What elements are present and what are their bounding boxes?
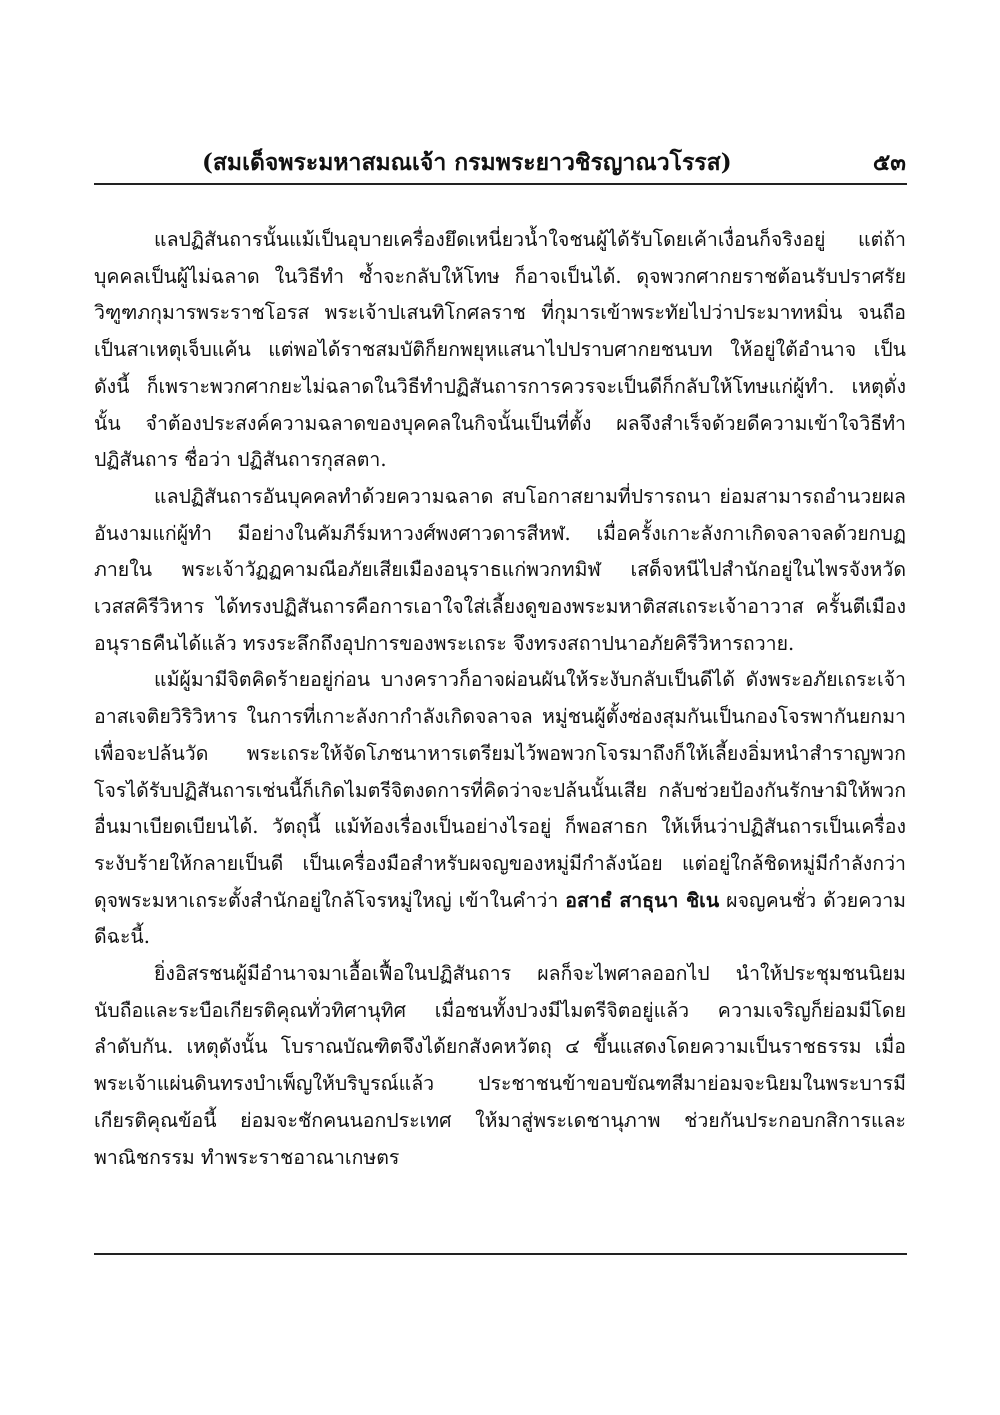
paragraph-2: แลปฏิสันถารอันบุคคลทำด้วยความฉลาด สบโอกาสยามที่ปรารถนา ย่อมสามารถอำนวยผลอันงามแก่ผู้ทำ มีอย่างในคัมภีร์มหาวงศ์พงศาวดารสีหฬ. เมื่อครั้งเกาะลังกาเกิดจลาจลด้วยกบฏภายใน พระเจ้าวัฏฏคามณีอภัยเสียเมืองอนุราธแก่พวกทมิฬ เสด็จหนีไปสำนักอยู่ในไพรจังหวัดเวสสคิรีวิหาร ได้ทรงปฏิสันถารคือการเอาใจใส่เลี้ยงดูของพระมหาติสสเถระเจ้าอาวาส ครั้นตีเมืองอนุราธคืนได้แล้ว ทรงระลึกถึงอุปการของพระเถระ จึงทรงสถาปนาอภัยคิรีวิหารถวาย. [94,484,906,655]
paragraph-3 [94,662,906,956]
header-rule [94,183,907,185]
paragraph-3-text-before: แม้ผู้มามีจิตคิดร้ายอยู่ก่อน บางคราวก็อาจผ่อนผันให้ระงับกลับเป็นดีได้ ดังพระอภัยเถระเจ้าอาสเจติยวิริวิหาร ในการที่เกาะลังกากำลังเกิดจลาจล หมู่ชนผู้ตั้งซ่องสุมกันเป็นกองโจรพากันยกมาเพื่อจะปล้นวัด พระเถระให้จัดโภชนาหารเตรียมไว้พอพวกโจรมาถึงก็ให้เลี้ยงอิ่มหนำสำราญพวกโจรได้รับปฏิสันถารเช่นนี้ก็เกิดไมตรีจิตงดการที่คิดว่าจะปล้นนั้นเสีย กลับช่วยป้องกันรักษามิให้พวกอื่นมาเบียดเบียนได้. วัตถุนี้ แม้ท้องเรื่องเป็นอย่างไรอยู่ ก็พอสาธก ให้เห็นว่าปฏิสันถารเป็นเครื่องระงับร้ายให้กลายเป็นดี เป็นเครื่องมือสำหรับผจญของหมู่มีกำลังน้อย แต่อยู่ใกล้ชิดหมู่มีกำลังกว่า ดุจพระมหาเถระตั้งสำนักอยู่ใกล้โจรหมู่ใหญ่ เข้าในคำว่า [94,668,906,912]
paragraph-1: แลปฏิสันถารนั้นแม้เป็นอุบายเครื่องยึดเหนี่ยวน้ำใจชนผู้ได้รับโดยเค้าเงื่อนก็จริงอยู่ แต่ถ้าบุคคลเป็นผู้ไม่ฉลาด ในวิธีทำ ซ้ำจะกลับให้โทษ ก็อาจเป็นได้. ดุจพวกศากยราชต้อนรับปราศรัยวิฑูฑภกุมารพระราชโอรส พระเจ้าปเสนทิโกศลราช ที่กุมารเข้าพระทัยไปว่าประมาทหมิ่น จนถือเป็นสาเหตุเจ็บแค้น แต่พอได้ราชสมบัติก็ยกพยุหแสนาไปปราบศากยชนบท ให้อยู่ใต้อำนาจ เป็นดังนี้ ก็เพราะพวกศากยะไม่ฉลาดในวิธีทำปฏิสันถารการควรจะเป็นดีก็กลับให้โทษแก่ผู้ทำ. เหตุดั่งนั้น จำต้องประสงค์ความฉลาดของบุคคลในกิจนั้นเป็นที่ตั้ง ผลจึงสำเร็จด้วยดีความเข้าใจวิธีทำปฏิสันถาร ชื่อว่า ปฏิสันถารกุสลตา. [94,228,906,472]
page-header [94,143,906,183]
footer-rule [94,1253,907,1255]
running-title: (สมเด็จพระมหาสมณเจ้า กรมพระยาวชิรญาณวโรรส) [202,149,732,176]
paragraph-4: ยิ่งอิสรชนผู้มีอำนาจมาเอื้อเฟื้อในปฏิสันถาร ผลก็จะไพศาลออกไป นำให้ประชุมชนนิยมนับถือและระบือเกียรติคุณทั่วทิศานุทิศ เมื่อชนทั้งปวงมีไมตรีจิตอยู่แล้ว ความเจริญก็ย่อมมีโดยลำดับกัน. เหตุดังนั้น โบราณบัณฑิตจึงได้ยกสังคหวัตถุ ๔ ขึ้นแสดงโดยความเป็นราชธรรม เมื่อพระเจ้าแผ่นดินทรงบำเพ็ญให้บริบูรณ์แล้ว ประชาชนข้าขอบขัณฑสีมาย่อมจะนิยมในพระบารมีเกียรติคุณข้อนี้ ย่อมจะชักคนนอกประเทศ ให้มาสู่พระเดชานุภาพ ช่วยกันประกอบกสิการและพาณิชกรรม ทำพระราชอาณาเกษตร [94,962,906,1169]
paragraph-3-text-after: ผจญคนชั่ว ด้วยความดีฉะนี้. [94,888,906,949]
pali-quote: อสาธํ สาธุนา ชิเน [565,888,720,912]
page-number: ๕๓ [872,149,906,176]
body-text [94,222,906,1176]
